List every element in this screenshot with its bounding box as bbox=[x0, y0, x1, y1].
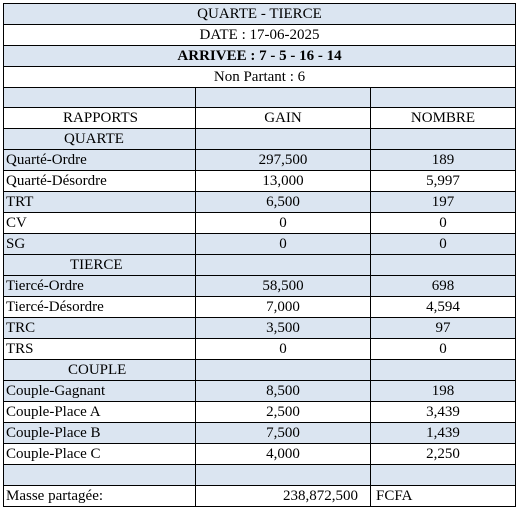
nombre-value: 0 bbox=[370, 212, 516, 234]
nombre-value: 197 bbox=[370, 191, 516, 213]
arrivee-result: ARRIVEE : 7 - 5 - 16 - 14 bbox=[177, 47, 342, 64]
nombre-value: 0 bbox=[370, 338, 516, 360]
gain-value: 7,500 bbox=[195, 422, 371, 444]
rapport-label: Couple-Place A bbox=[3, 401, 196, 423]
table-row bbox=[3, 401, 516, 423]
results-sheet bbox=[3, 3, 516, 509]
table-row bbox=[3, 275, 516, 297]
nombre-value: 189 bbox=[370, 149, 516, 171]
blank-cell bbox=[3, 87, 196, 108]
table-row bbox=[3, 317, 516, 339]
blank-row bbox=[3, 87, 516, 108]
blank-row bbox=[3, 464, 516, 486]
blank-cell bbox=[195, 254, 371, 276]
blank-cell bbox=[195, 464, 371, 486]
rapport-label: Couple-Gagnant bbox=[3, 380, 196, 402]
rapport-label: Quarté-Ordre bbox=[3, 149, 196, 171]
date-row bbox=[3, 24, 516, 46]
nombre-value: 0 bbox=[370, 233, 516, 255]
section-header-row bbox=[3, 254, 516, 276]
blank-cell bbox=[370, 464, 516, 486]
masse-value: 238,872,500 bbox=[195, 485, 371, 507]
gain-value: 3,500 bbox=[195, 317, 371, 339]
section-header-row bbox=[3, 128, 516, 150]
rapport-label: SG bbox=[3, 233, 196, 255]
rapport-label: Couple-Place C bbox=[3, 443, 196, 465]
non-partant-row bbox=[3, 66, 516, 88]
rapport-label: TRC bbox=[3, 317, 196, 339]
rapport-label: Couple-Place B bbox=[3, 422, 196, 444]
header-gain: GAIN bbox=[195, 107, 371, 129]
nombre-value: 3,439 bbox=[370, 401, 516, 423]
title-row bbox=[3, 3, 516, 25]
blank-cell bbox=[370, 359, 516, 381]
gain-value: 297,500 bbox=[195, 149, 371, 171]
masse-label: Masse partagée: bbox=[3, 485, 196, 507]
table-row bbox=[3, 422, 516, 444]
blank-cell bbox=[195, 128, 371, 150]
rapport-label: Tiercé-Désordre bbox=[3, 296, 196, 318]
footer-row bbox=[3, 485, 516, 507]
nombre-value: 698 bbox=[370, 275, 516, 297]
gain-value: 2,500 bbox=[195, 401, 371, 423]
table-row bbox=[3, 149, 516, 171]
header-nombre: NOMBRE bbox=[370, 107, 516, 129]
table-row bbox=[3, 380, 516, 402]
column-header-row bbox=[3, 107, 516, 129]
table-row bbox=[3, 233, 516, 255]
blank-cell bbox=[195, 359, 371, 381]
rapport-label: Quarté-Désordre bbox=[3, 170, 196, 192]
nombre-value: 1,439 bbox=[370, 422, 516, 444]
gain-value: 0 bbox=[195, 212, 371, 234]
blank-cell bbox=[195, 87, 371, 108]
blank-cell bbox=[370, 87, 516, 108]
gain-value: 0 bbox=[195, 233, 371, 255]
table-row bbox=[3, 170, 516, 192]
gain-value: 13,000 bbox=[195, 170, 371, 192]
section-title: TIERCE bbox=[3, 254, 196, 276]
section-header-row bbox=[3, 359, 516, 381]
table-row bbox=[3, 296, 516, 318]
table-row bbox=[3, 338, 516, 360]
rapport-label: Tiercé-Ordre bbox=[3, 275, 196, 297]
nombre-value: 5,997 bbox=[370, 170, 516, 192]
non-partant: Non Partant : 6 bbox=[213, 68, 306, 85]
arrivee-row bbox=[3, 45, 516, 67]
gain-value: 58,500 bbox=[195, 275, 371, 297]
section-title: COUPLE bbox=[3, 359, 196, 381]
rapport-label: TRS bbox=[3, 338, 196, 360]
rapport-label: CV bbox=[3, 212, 196, 234]
table-row bbox=[3, 443, 516, 465]
gain-value: 8,500 bbox=[195, 380, 371, 402]
nombre-value: 97 bbox=[370, 317, 516, 339]
nombre-value: 2,250 bbox=[370, 443, 516, 465]
gain-value: 0 bbox=[195, 338, 371, 360]
blank-cell bbox=[370, 128, 516, 150]
nombre-value: 198 bbox=[370, 380, 516, 402]
masse-currency: FCFA bbox=[370, 485, 516, 507]
header-rapports: RAPPORTS bbox=[3, 107, 196, 129]
nombre-value: 4,594 bbox=[370, 296, 516, 318]
blank-cell bbox=[3, 464, 196, 486]
blank-cell bbox=[370, 254, 516, 276]
gain-value: 4,000 bbox=[195, 443, 371, 465]
table-row bbox=[3, 212, 516, 234]
gain-value: 6,500 bbox=[195, 191, 371, 213]
gain-value: 7,000 bbox=[195, 296, 371, 318]
sheet-title: QUARTE - TIERCE bbox=[197, 5, 322, 22]
rapport-label: TRT bbox=[3, 191, 196, 213]
table-row bbox=[3, 191, 516, 213]
race-date: DATE : 17-06-2025 bbox=[199, 26, 320, 43]
section-title: QUARTE bbox=[3, 128, 196, 150]
